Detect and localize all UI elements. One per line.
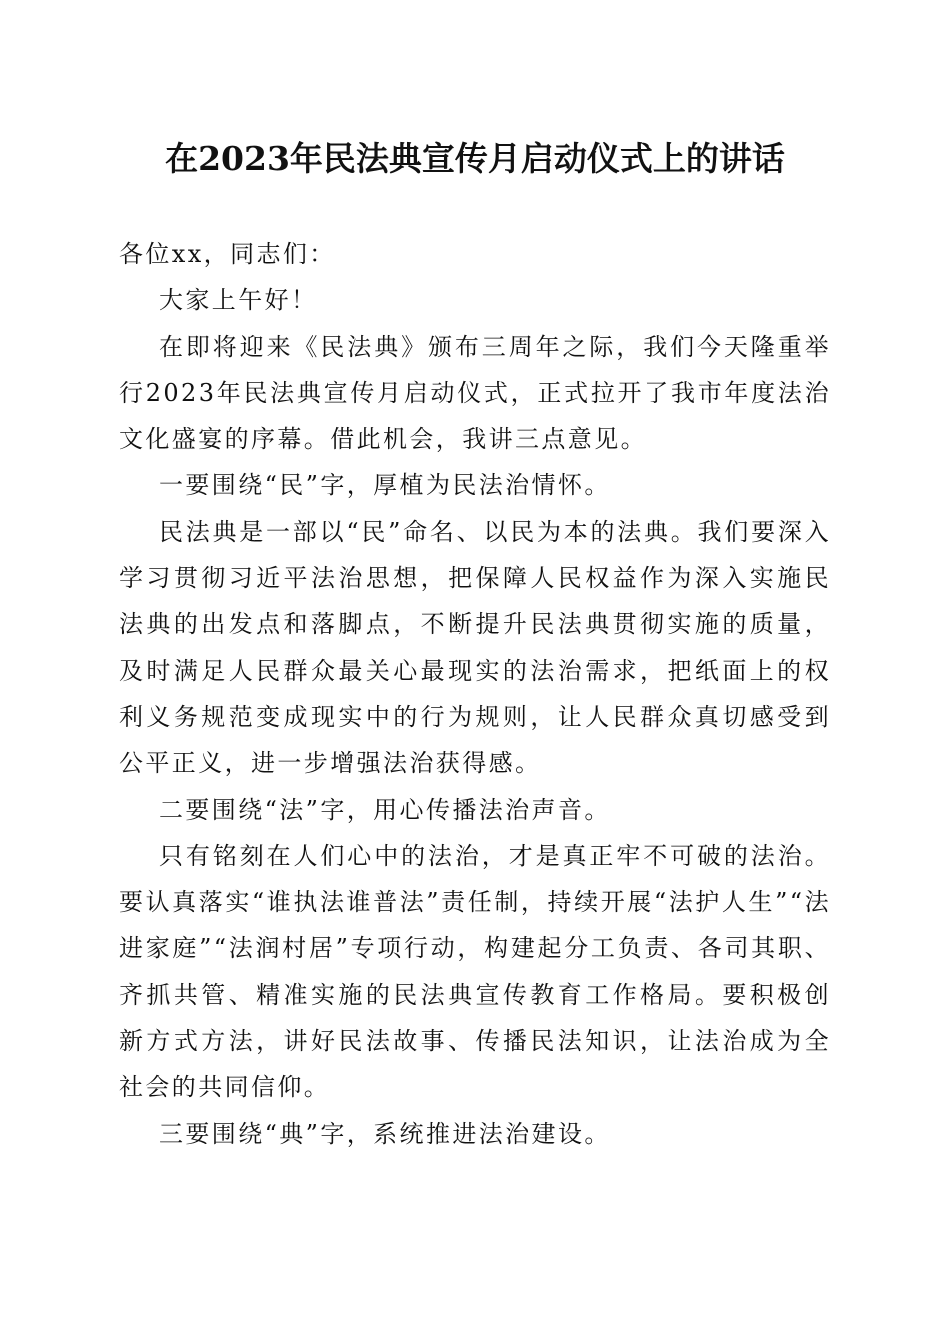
document-title: 在2023年民法典宣传月启动仪式上的讲话	[165, 139, 785, 178]
paragraph-point-two-body: 只有铭刻在人们心中的法治，才是真正牢不可破的法治。要认真落实“谁执法谁普法”责任制，持续开展“法护人生”“法进家庭”“法润村居”专项行动，构建起分工负责、各司其职、齐抓共管、精准实施的民法典宣传教育工作格局。要积极创新方式方法，讲好民法故事、传播民法知识，让法治成为全社会的共同信仰。	[119, 841, 831, 1102]
paragraph-point-two-heading: 二要围绕“法”字，用心传播法治声音。	[159, 795, 611, 824]
salutation: 各位xx，同志们：	[119, 240, 336, 268]
paragraph-intro: 在即将迎来《民法典》颁布三周年之际，我们今天隆重举行2023年民法典宣传月启动仪式，正式拉开了我市年度法治文化盛宴的序幕。借此机会，我讲三点意见。	[119, 332, 831, 454]
paragraph-point-three-heading: 三要围绕“典”字，系统推进法治建设。	[159, 1119, 611, 1148]
paragraph-greeting: 大家上午好！	[159, 286, 318, 315]
paragraph-point-one-body: 民法典是一部以“民”命名、以民为本的法典。我们要深入学习贯彻习近平法治思想，把保障人民权益作为深入实施民法典的出发点和落脚点，不断提升民法典贯彻实施的质量，及时满足人民群众最关心最现实的法治需求，把纸面上的权利义务规范变成现实中的行为规则，让人民群众真切感受到公平正义，进一步增强法治获得感。	[119, 517, 831, 778]
paragraph-point-one-heading: 一要围绕“民”字，厚植为民法治情怀。	[159, 471, 611, 500]
document-body	[119, 231, 831, 1157]
